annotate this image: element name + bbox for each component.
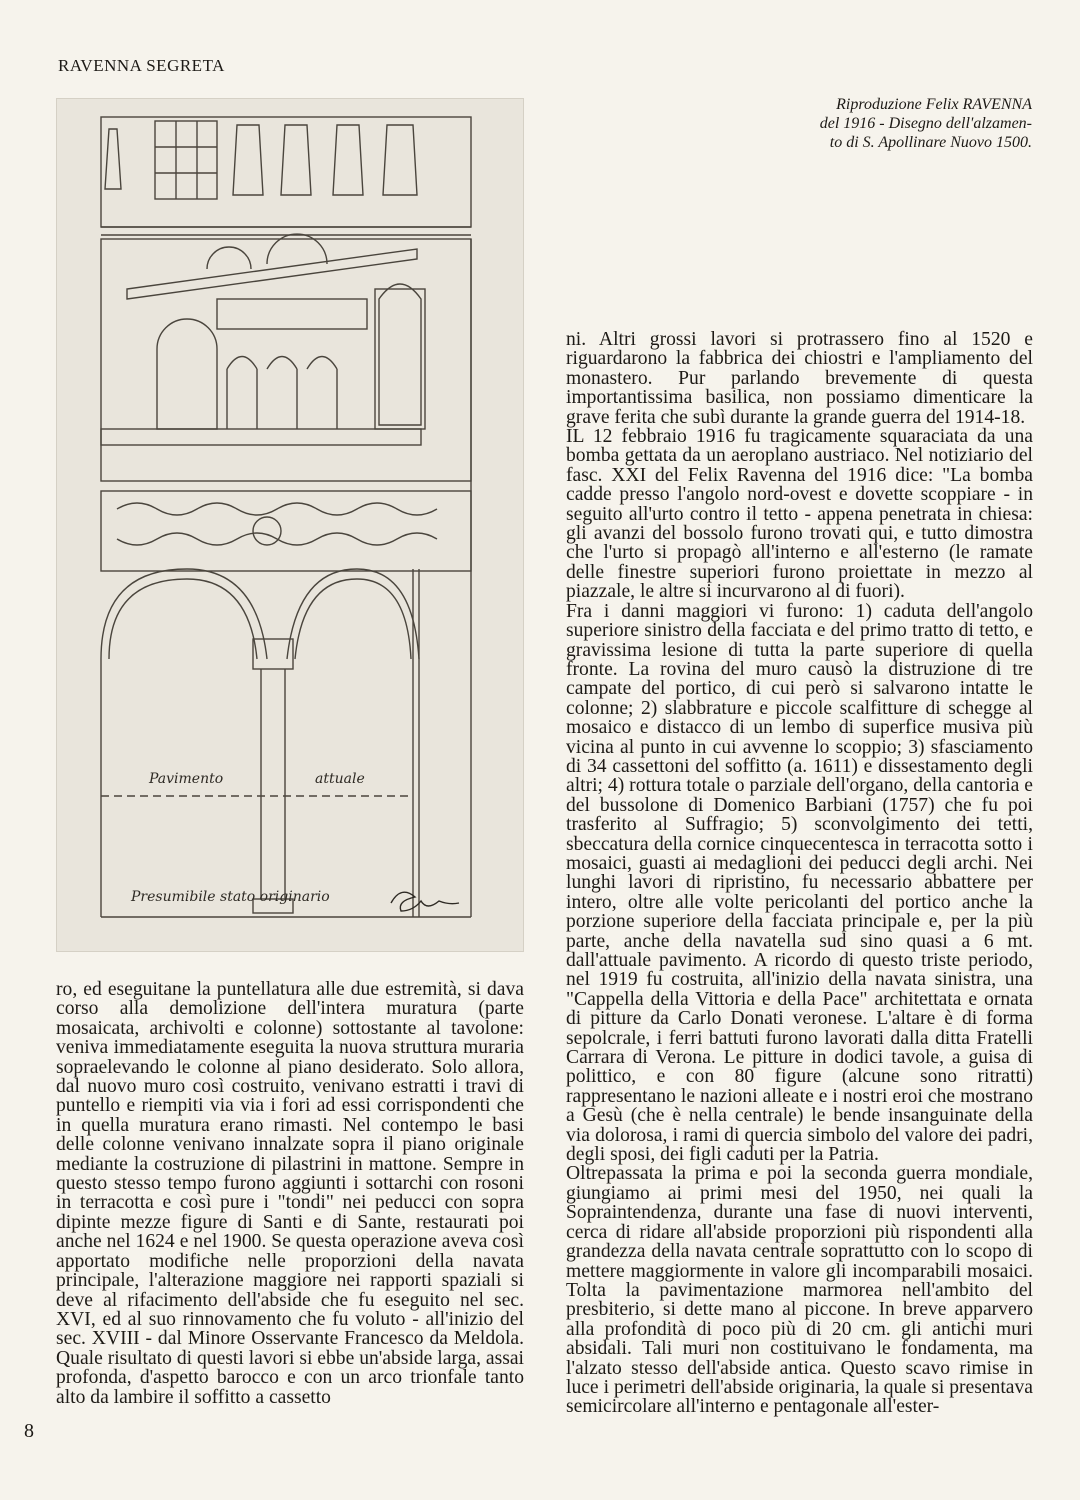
running-header: RAVENNA SEGRETA bbox=[58, 56, 225, 75]
left-text-column bbox=[56, 980, 524, 1407]
caption-line: to di S. Apollinare Nuovo 1500. bbox=[829, 134, 1032, 151]
body-paragraph: ni. Altri grossi lavori si protrassero fino al 1520 e riguardarono la fabbrica dei chiostri e l'ampliamento del monastero. Pur parlando brevemente di questa importantissima basilica, non possiamo dimenticare la grave ferita che subì durante la grande guerra del 1914-18. bbox=[566, 329, 1033, 428]
caption-line: del 1916 - Disegno dell'alzamen- bbox=[819, 115, 1032, 132]
body-paragraph: Fra i danni maggiori vi furono: 1) caduta dell'angolo superiore sinistro della facciata e del primo tratto di tetto, e gravissima lesione di tutta la parte superiore di quella fronte. La rovina del muro causò la distruzione di tre campate del portico, di cui però si salvarono intatte le colonne; 2) slabbrature e piccole scalfitture di schegge al mosaico e distacco di un lembo di superfice musiva più vicina al punto in cui avvenne lo scoppio; 3) sfasciamento di 34 cassettoni del soffitto (a. 1611) e dissestamento degli altri; 4) rottura totale o parziale dell'organo, della cantoria e del bussolone di Domenico Barbiani (1757) che fu poi trasferito al Suffragio; 5) sconvolgimento dei tetti, sbeccatura della cornice cinquecentesca in terracotta sotto i mosaici, guasti ai medaglioni dei peducci degli archi. Nei lunghi lavori di ripristino, fu necessario abbattere per intero, oltre alle volte pericolanti del portico anche la porzione superiore della facciata principale e, per la più parte, anche della navatella sud sino quasi a 6 mt. dall'attuale pavimento. A ricordo di questo triste periodo, nel 1919 fu costruita, all'inizio della navata sinistra, una "Cappella della Vittoria e della Pace" architettata e ornata di pitture da Carlo Donati veronese. L'altare è di forma sepolcrale, i ferri battuti furono lavorati dalla ditta Fratelli Carrara di Verona. Le pitture in dodici tavole, a guisa di polittico, e con 80 figure (alcune sono ritratti) rappresentano le nazioni alleate e i nostri eroi che mostrano a Gesù (che è nella centrale) le bende insanguinate della via dolorosa, i rami di quercia simbolo del valore dei padri, degli sposi, dei figli caduti per la Patria. bbox=[566, 600, 1033, 1166]
body-paragraph: Oltrepassata la prima e poi la seconda guerra mondiale, giungiamo ai primi mesi del 1950, nei quali la Sopraintendenza, durante una fase di nuovi interventi, cerca di ridare all'abside proporzioni più rispondenti alla grandezza della navata centrale soprattutto con lo scopo di mettere maggiormente in valore gli incomparabili mosaici. Tolta la pavimentazione marmorea nell'ambito del presbiterio, si dette mano al piccone. In breve apparvero alla profondità di poco più di 20 cm. gli antichi muri absidali. Tali muri non costituivano le fondamenta, ma l'alzato stesso dell'abside antica. Questo scavo rimise in luce i perimetri dell'abside originaria, la quale si presentava semicircolare all'interno e pentagonale all'ester- bbox=[566, 1163, 1033, 1418]
right-text-column bbox=[566, 330, 1033, 1417]
label-stato-originario: Presumibile stato originario bbox=[131, 889, 330, 905]
figure-caption bbox=[782, 95, 1032, 152]
label-pavimento: Pavimento bbox=[149, 771, 224, 787]
caption-line: Riproduzione Felix RAVENNA bbox=[836, 96, 1032, 113]
label-attuale: attuale bbox=[315, 771, 365, 787]
elevation-sketch bbox=[57, 99, 523, 951]
body-paragraph: IL 12 febbraio 1916 fu tragicamente squaraciata da una bomba gettata da un aeroplano austriaco. Nel notiziario del fasc. XXI del Felix Ravenna del 1916 dice: "La bomba cadde presso l'angolo nord-ovest e dovette scoppiare - in seguito all'urto contro il tetto - appena penetrata in chiesa: gli avanzi del bossolo furono trovati qui, e tutto dimostra che l'urto si propagò all'interno e all'esterno (le ramate delle finestre superiori furono proiettate in mezzo al piazzale, le altre si incurvarono al di fuori). bbox=[566, 426, 1033, 603]
body-paragraph: ro, ed eseguitane la puntellatura alle due estremità, si dava corso alla demolizione dell'intera muratura (parte mosaicata, archivolti e colonne) sottostante al tavolone: veniva immediatamente eseguita la nuova struttura muraria sopraelevando le colonne al piano desiderato. Solo allora, dal nuovo muro così costruito, venivano estratti i travi di puntello e riempiti via via i fori ad essi corrispondenti che in quella muratura erano rimasti. Nel contempo le basi delle colonne venivano innalzate sopra il piano originale mediante la costruzione di pilastrini in mattone. Sempre in questo stesso tempo furono aggiunti i sottarchi con rosoni in terracotta e così pure i "tondi" nei peducci con sopra dipinte mezze figure di Santi e di Sante, restaurati poi anche nel 1624 e nel 1900. Se questa operazione aveva così apportato modifiche nelle proporzioni della navata principale, l'alterazione maggiore nei rapporti spaziali si deve al rifacimento dell'abside che fu eseguito nel sec. XVI, ed al suo rinnovamento che fu voluto - all'inizio del sec. XVIII - dal Minore Osservante Francesco da Meldola. Quale risultato di questi lavori si ebbe un'abside larga, assai profonda, d'aspetto barocco e con un arco trionfale tanto alto da lambire il soffitto a cassetto bbox=[56, 979, 524, 1408]
signature-scribble bbox=[383, 881, 463, 921]
page-number: 8 bbox=[24, 1420, 34, 1442]
architectural-drawing bbox=[56, 98, 524, 952]
